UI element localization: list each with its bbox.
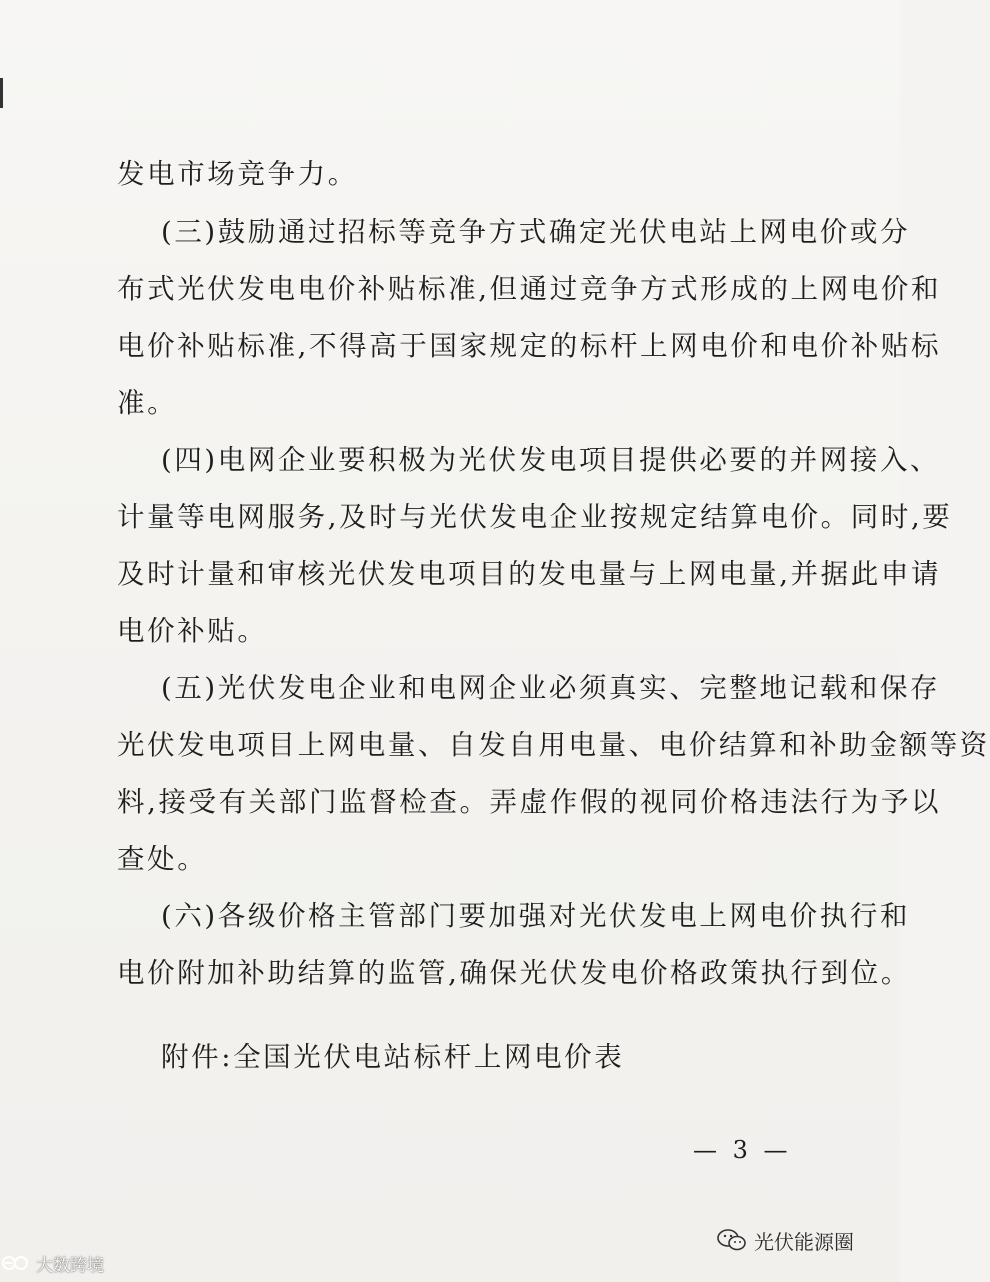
wechat-icon (716, 1227, 748, 1253)
text-line-5: 准。 (117, 387, 178, 419)
text-line-11: 光伏发电项目上网电量、自发自用电量、电价结算和补助金额等资 (117, 729, 990, 761)
text-line-4: 电价补贴标准,不得高于国家规定的标杆上网电价和电价补贴标 (117, 330, 942, 362)
attachment-line: 附件:全国光伏电站标杆上网电价表 (161, 1041, 625, 1073)
text-line-12: 料,接受有关部门监督检查。弄虚作假的视同价格违法行为予以 (117, 786, 942, 818)
watermark-left-text: 大数跨境 (36, 1255, 104, 1276)
text-line-3: 布式光伏发电电价补贴标准,但通过竞争方式形成的上网电价和 (117, 273, 942, 305)
brand-logo-icon (2, 1253, 32, 1273)
text-line-1: 发电市场竞争力。 (117, 158, 358, 190)
watermark-left (2, 1250, 104, 1276)
text-line-9: 电价补贴。 (117, 615, 268, 647)
watermark-right-text: 光伏能源圈 (754, 1229, 854, 1254)
scan-edge-mark (0, 78, 3, 108)
text-line-8: 及时计量和审核光伏发电项目的发电量与上网电量,并据此申请 (117, 558, 942, 590)
text-line-6: (四)电网企业要积极为光伏发电项目提供必要的并网接入、 (161, 444, 941, 476)
text-line-13: 查处。 (117, 843, 208, 875)
text-line-7: 计量等电网服务,及时与光伏发电企业按规定结算电价。同时,要 (117, 501, 953, 533)
watermark-right (716, 1226, 854, 1254)
text-line-10: (五)光伏发电企业和电网企业必须真实、完整地记载和保存 (161, 672, 941, 704)
page-number: — 3 — (693, 1136, 792, 1164)
text-line-14: (六)各级价格主管部门要加强对光伏发电上网电价执行和 (161, 900, 911, 932)
text-line-15: 电价附加补助结算的监管,确保光伏发电价格政策执行到位。 (117, 957, 911, 989)
text-line-2: (三)鼓励通过招标等竞争方式确定光伏电站上网电价或分 (161, 216, 911, 248)
